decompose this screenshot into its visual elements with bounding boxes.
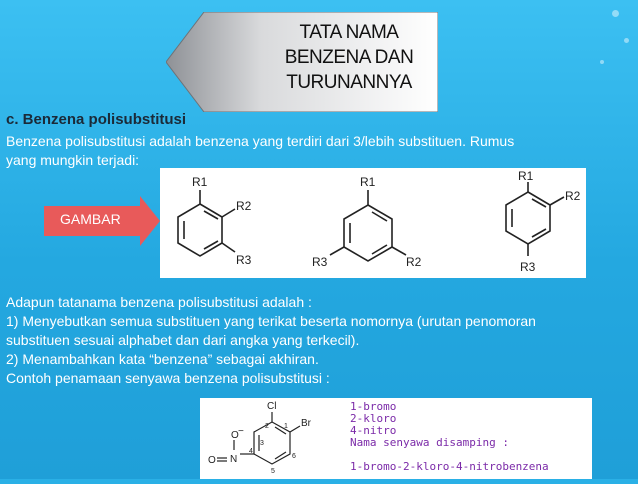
atom-label: O bbox=[231, 430, 239, 441]
intro-text: Benzena polisubstitusi adalah benzena yang terdiri dari 3/lebih substituen. Rumus bbox=[6, 133, 515, 149]
structure-figure-2 bbox=[200, 398, 592, 479]
naming-text: 2) Menambahkan kata “benzena” sebagai akhiran. bbox=[6, 351, 319, 367]
ring-number: 5 bbox=[271, 468, 275, 475]
naming-text: substituen sesuai alphabet dan dari angka yang terkecil). bbox=[6, 332, 360, 348]
naming-list-item: 4-nitro bbox=[350, 424, 397, 437]
naming-caption: Nama senyawa disamping : bbox=[350, 436, 509, 449]
naming-text: Contoh penamaan senyawa benzena polisubstitusi : bbox=[6, 370, 330, 386]
compound-name: 1-bromo-2-kloro-4-nitrobenzena bbox=[350, 460, 549, 473]
decor-bubble bbox=[612, 10, 619, 17]
substituent-label: R2 bbox=[406, 255, 422, 269]
title-line: TATA NAMA bbox=[299, 22, 399, 43]
atom-label: − bbox=[238, 426, 244, 437]
naming-text: 1) Menyebutkan semua substituen yang terikat beserta nomornya (urutan penomoran bbox=[6, 313, 536, 329]
atom-label: O bbox=[208, 455, 216, 466]
substituent-label: R3 bbox=[520, 260, 536, 274]
decor-bubble bbox=[600, 60, 604, 64]
ring-number: 4 bbox=[249, 448, 253, 455]
naming-list-item: 1-bromo bbox=[350, 400, 397, 413]
atom-label: Cl bbox=[267, 401, 277, 412]
page-title bbox=[266, 20, 432, 95]
atom-label: Br bbox=[301, 418, 311, 429]
substituent-label: R1 bbox=[192, 175, 208, 189]
ring-number: 2 bbox=[265, 423, 269, 430]
substituent-label: R1 bbox=[360, 175, 376, 189]
substituent-label: R2 bbox=[565, 189, 581, 203]
naming-text: Adapun tatanama benzena polisubstitusi adalah : bbox=[6, 294, 312, 310]
substituent-label: R1 bbox=[518, 169, 534, 183]
intro-text: yang mungkin terjadi: bbox=[6, 152, 140, 168]
title-banner bbox=[166, 12, 438, 112]
title-line: TURUNANNYA bbox=[286, 72, 412, 93]
substituent-label: R3 bbox=[236, 253, 252, 267]
title-line: BENZENA DAN bbox=[284, 47, 414, 68]
ring-number: 6 bbox=[292, 453, 296, 460]
substituent-label: R3 bbox=[312, 255, 328, 269]
substituent-label: R2 bbox=[236, 199, 252, 213]
section-heading: c. Benzena polisubstitusi bbox=[6, 111, 187, 128]
ring-number: 1 bbox=[284, 423, 288, 430]
atom-label: N bbox=[230, 454, 238, 465]
structure-figure-1 bbox=[160, 168, 586, 278]
naming-list-item: 2-kloro bbox=[350, 412, 397, 425]
ring-number: 3 bbox=[260, 440, 264, 447]
gambar-label: GAMBAR bbox=[60, 211, 121, 227]
decor-bubble bbox=[624, 38, 629, 43]
